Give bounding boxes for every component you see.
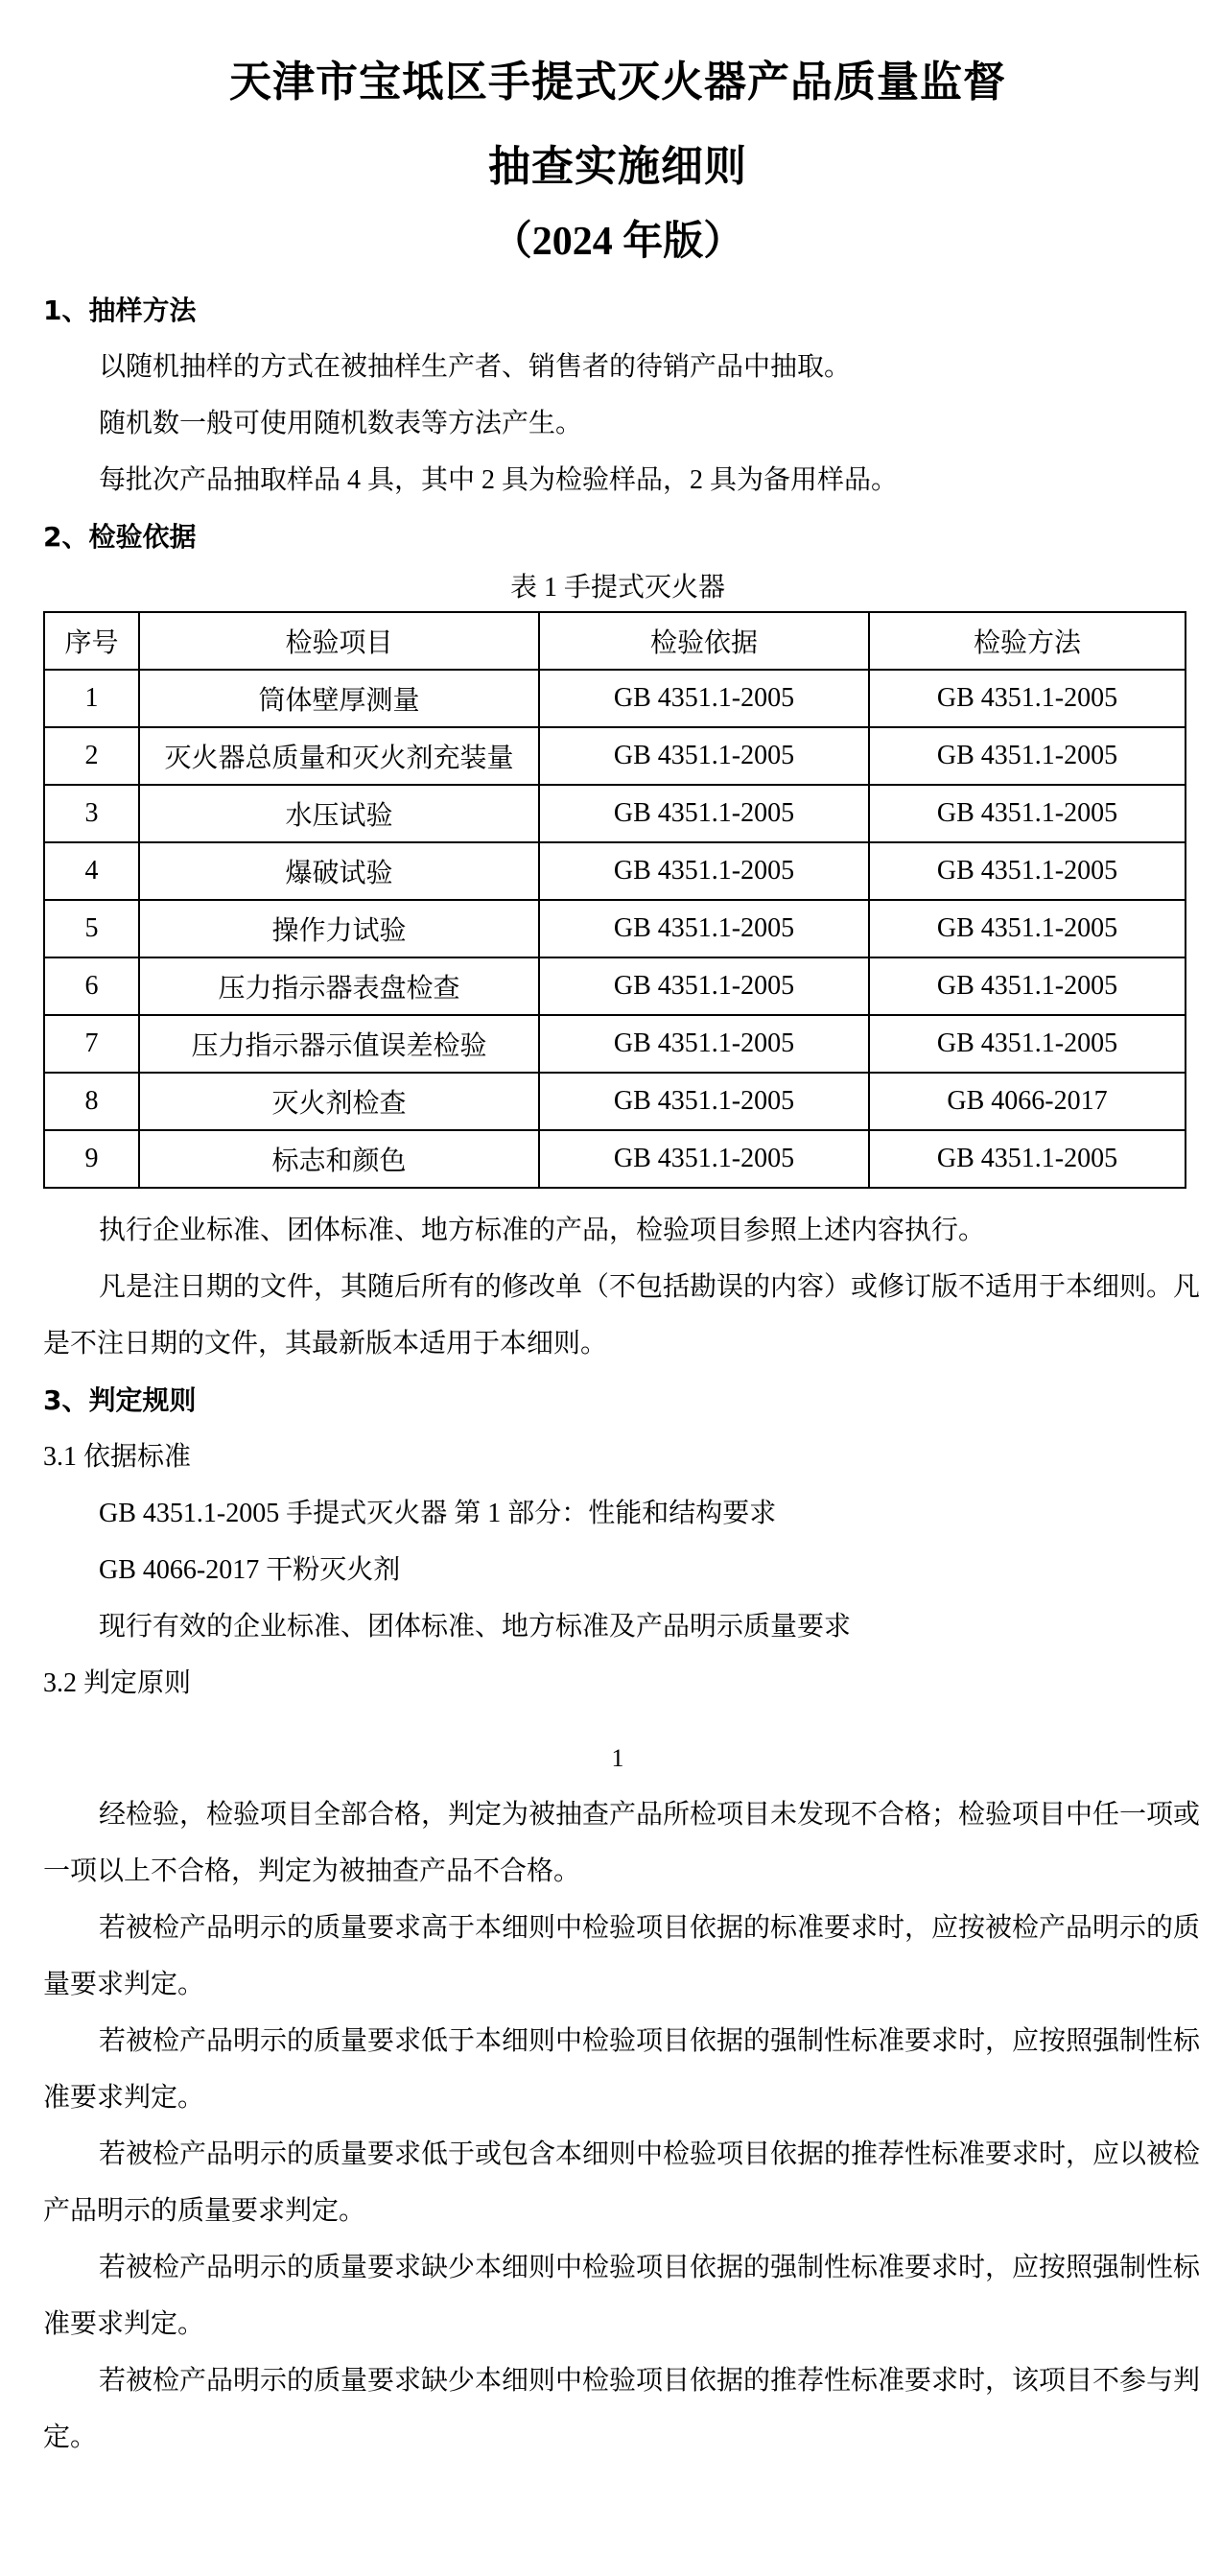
judgement-line-4: 量要求判定。 [43,1970,205,1999]
page-number: 1 [611,1744,624,1772]
document-title-line3: （2024 年版） [491,220,744,264]
section2-heading: 2、检验依据 [43,521,197,553]
document-content [0,58,1221,2466]
section1-paragraph-1: 以随机抽样的方式在被抽样生产者、销售者的待销产品中抽取。 [99,352,852,382]
table-cell-item: 压力指示器示值误差检验 [139,1015,539,1073]
table-row [44,900,1186,957]
table-cell-index: 5 [44,900,139,957]
table-cell-index: 4 [44,842,139,900]
judgement-line-11: 若被检产品明示的质量要求缺少本细则中检验项目依据的推荐性标准要求时，该项目不参与判 [99,2366,1201,2396]
table-caption: 表 1 手提式灭火器 [509,573,725,603]
table-cell-basis: GB 4351.1-2005 [539,900,869,957]
table-cell-basis: GB 4351.1-2005 [539,1015,869,1073]
judgement-line-12: 定。 [43,2422,98,2452]
table-cell-method: GB 4351.1-2005 [869,900,1186,957]
table-row [44,727,1186,785]
document-title-line1: 天津市宝坻区手提式灭火器产品质量监督 [229,58,1006,106]
inspection-table [43,611,1186,1189]
table-cell-item: 标志和颜色 [139,1130,539,1188]
table-header-index: 序号 [44,612,139,670]
table-cell-basis: GB 4351.1-2005 [539,1130,869,1188]
table-cell-basis: GB 4351.1-2005 [539,1073,869,1130]
table-cell-item: 筒体壁厚测量 [139,670,539,727]
table-cell-basis: GB 4351.1-2005 [539,727,869,785]
table-cell-method: GB 4351.1-2005 [869,957,1186,1015]
table-header-basis: 检验依据 [539,612,869,670]
section1-paragraph-2: 随机数一般可使用随机数表等方法产生。 [99,409,583,438]
table-cell-item: 操作力试验 [139,900,539,957]
table-cell-item: 灭火剂检查 [139,1073,539,1130]
judgement-line-7: 若被检产品明示的质量要求低于或包含本细则中检验项目依据的推荐性标准要求时，应以被检 [99,2139,1201,2169]
table-cell-index: 9 [44,1130,139,1188]
table-row [44,1015,1186,1073]
standard-item-2: GB 4066-2017 干粉灭火剂 [99,1555,401,1585]
judgement-line-10: 准要求判定。 [43,2309,205,2339]
judgement-line-9: 若被检产品明示的质量要求缺少本细则中检验项目依据的强制性标准要求时，应按照强制性标 [99,2253,1201,2282]
table-row [44,785,1186,842]
table-cell-method: GB 4351.1-2005 [869,842,1186,900]
section1-heading: 1、抽样方法 [43,295,197,326]
table-cell-index: 7 [44,1015,139,1073]
document-title-line2: 抽查实施细则 [488,142,747,191]
note-dated-documents-line2: 是不注日期的文件，其最新版本适用于本细则。 [43,1329,608,1359]
judgement-line-1: 经检验，检验项目全部合格，判定为被抽查产品所检项目未发现不合格；检验项目中任一项或 [99,1800,1201,1830]
table-cell-method: GB 4351.1-2005 [869,1015,1186,1073]
standard-item-3: 现行有效的企业标准、团体标准、地方标准及产品明示质量要求 [99,1612,852,1642]
section3-2-heading: 3.2 判定原则 [43,1668,192,1698]
table-cell-index: 6 [44,957,139,1015]
table-cell-method: GB 4351.1-2005 [869,727,1186,785]
table-cell-index: 2 [44,727,139,785]
table-cell-item: 水压试验 [139,785,539,842]
table-cell-basis: GB 4351.1-2005 [539,957,869,1015]
table-cell-method: GB 4351.1-2005 [869,785,1186,842]
judgement-line-2: 一项以上不合格，判定为被抽查产品不合格。 [43,1856,581,1886]
table-cell-item: 爆破试验 [139,842,539,900]
table-row [44,957,1186,1015]
table-cell-basis: GB 4351.1-2005 [539,785,869,842]
table-cell-basis: GB 4351.1-2005 [539,842,869,900]
judgement-line-6: 准要求判定。 [43,2083,205,2113]
table-row [44,670,1186,727]
table-row [44,1130,1186,1188]
note-dated-documents-line1: 凡是注日期的文件，其随后所有的修改单（不包括勘误的内容）或修订版不适用于本细则。凡 [99,1272,1201,1302]
table-header-method: 检验方法 [869,612,1186,670]
table-row [44,1073,1186,1130]
table-cell-index: 3 [44,785,139,842]
table-cell-item: 灭火器总质量和灭火剂充装量 [139,727,539,785]
table-notes [43,1202,1201,1372]
judgement-line-5: 若被检产品明示的质量要求低于本细则中检验项目依据的强制性标准要求时，应按照强制性标 [99,2026,1201,2056]
table-cell-index: 8 [44,1073,139,1130]
section3-1-heading: 3.1 依据标准 [43,1442,192,1472]
table-cell-item: 压力指示器表盘检查 [139,957,539,1015]
judgement-line-8: 产品明示的质量要求判定。 [43,2196,366,2226]
table-cell-basis: GB 4351.1-2005 [539,670,869,727]
standard-item-1: GB 4351.1-2005 手提式灭火器 第 1 部分：性能和结构要求 [99,1499,777,1528]
note-execution-standards: 执行企业标准、团体标准、地方标准的产品，检验项目参照上述内容执行。 [99,1216,986,1245]
table-header-item: 检验项目 [139,612,539,670]
judgement-line-3: 若被检产品明示的质量要求高于本细则中检验项目依据的标准要求时，应按被检产品明示的质 [99,1913,1201,1943]
section3-heading: 3、判定规则 [43,1384,197,1416]
table-cell-method: GB 4351.1-2005 [869,1130,1186,1188]
section1-paragraph-3: 每批次产品抽取样品 4 具，其中 2 具为检验样品，2 具为备用样品。 [99,465,899,495]
table-cell-method: GB 4351.1-2005 [869,670,1186,727]
table-header-row [44,612,1186,670]
table-cell-method: GB 4066-2017 [869,1073,1186,1130]
table-cell-index: 1 [44,670,139,727]
table-row [44,842,1186,900]
